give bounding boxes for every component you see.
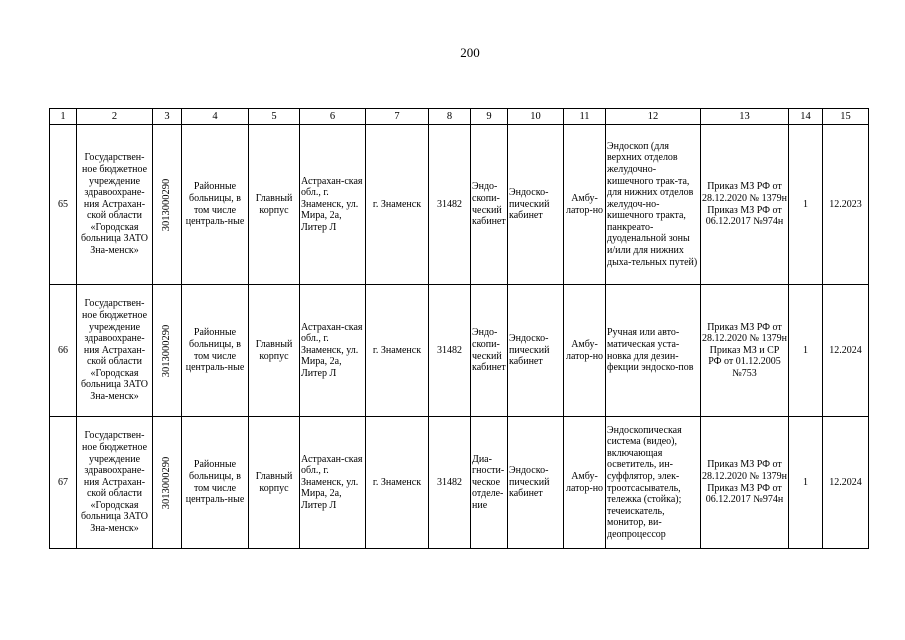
column-header: 6 [300,109,366,125]
institution-name: Государствен-ное бюджетное учреждение здравоохране-ния Астрахан-ской области «Городская больница ЗАТО Зна-менск» [77,285,153,417]
address: Астрахан-ская обл., г. Знаменск, ул. Мира, 2а, Литер Л [300,417,366,549]
building: Главный корпус [249,125,300,285]
date: 12.2024 [823,417,869,549]
city: г. Знаменск [366,285,429,417]
column-header: 4 [182,109,249,125]
column-header: 14 [789,109,823,125]
column-header: 9 [471,109,508,125]
table-row [50,285,869,417]
equipment-name: Эндоскоп (для верхних отделов желудочно-кишечного трак-та, для нижних отделов желудоч-но-кишечного тракта, панкреато-дуоденальной зоны и/или для нижних дыха-тельных путей) [606,125,701,285]
quantity: 1 [789,285,823,417]
institution-type: Районные больницы, в том числе централь-ные [182,125,249,285]
header-row [50,109,869,125]
institution-name: Государствен-ное бюджетное учреждение здравоохране-ния Астрахан-ской области «Городская больница ЗАТО Зна-менск» [77,125,153,285]
city: г. Знаменск [366,417,429,549]
institution-code [153,125,182,285]
department: Эндо-скопи-ческий кабинет [471,125,508,285]
column-header: 3 [153,109,182,125]
care-form: Амбу-латор-но [564,125,606,285]
equipment-table [49,108,869,549]
institution-code-text: 3013000290 [161,456,173,509]
date: 12.2024 [823,285,869,417]
institution-type: Районные больницы, в том числе централь-ные [182,417,249,549]
column-header: 2 [77,109,153,125]
column-header: 10 [508,109,564,125]
institution-code-text: 3013000290 [161,324,173,377]
institution-code [153,417,182,549]
quantity: 1 [789,125,823,285]
institution-name: Государствен-ное бюджетное учреждение здравоохране-ния Астрахан-ской области «Городская больница ЗАТО Зна-менск» [77,417,153,549]
cabinet: Эндоско-пический кабинет [508,125,564,285]
row-number: 67 [50,417,77,549]
table-row [50,125,869,285]
column-header: 15 [823,109,869,125]
row-number: 65 [50,125,77,285]
regulation-order: Приказ МЗ РФ от 28.12.2020 № 1379н Приказ МЗ и СР РФ от 01.12.2005 №753 [701,285,789,417]
equipment-name: Эндоскопическая система (видео), включающая осветитель, ин-суффлятор, элек-троотсасыватель, тележка (стойка); течеискатель, монитор, ви-деопроцессор [606,417,701,549]
page-number: 200 [460,45,480,60]
column-header: 12 [606,109,701,125]
city: г. Знаменск [366,125,429,285]
date: 12.2023 [823,125,869,285]
cabinet: Эндоско-пический кабинет [508,417,564,549]
address: Астрахан-ская обл., г. Знаменск, ул. Мира, 2а, Литер Л [300,285,366,417]
column-header: 7 [366,109,429,125]
building: Главный корпус [249,285,300,417]
equipment-name: Ручная или авто-матическая уста-новка для дезин-фекции эндоско-пов [606,285,701,417]
care-form: Амбу-латор-но [564,285,606,417]
quantity: 1 [789,417,823,549]
institution-type: Районные больницы, в том числе централь-ные [182,285,249,417]
institution-code-text: 3013000290 [161,178,173,231]
row-number: 66 [50,285,77,417]
care-form: Амбу-латор-но [564,417,606,549]
column-header: 13 [701,109,789,125]
column-header: 5 [249,109,300,125]
regulation-order: Приказ МЗ РФ от 28.12.2020 № 1379н Приказ МЗ РФ от 06.12.2017 №974н [701,417,789,549]
institution-code [153,285,182,417]
okato-code: 31482 [429,417,471,549]
department: Диа-гности-ческое отделе-ние [471,417,508,549]
cabinet: Эндоско-пический кабинет [508,285,564,417]
address: Астрахан-ская обл., г. Знаменск, ул. Мира, 2а, Литер Л [300,125,366,285]
okato-code: 31482 [429,125,471,285]
department: Эндо-скопи-ческий кабинет [471,285,508,417]
okato-code: 31482 [429,285,471,417]
column-header: 8 [429,109,471,125]
table-row [50,417,869,549]
building: Главный корпус [249,417,300,549]
regulation-order: Приказ МЗ РФ от 28.12.2020 № 1379н Приказ МЗ РФ от 06.12.2017 №974н [701,125,789,285]
column-header: 11 [564,109,606,125]
column-header: 1 [50,109,77,125]
